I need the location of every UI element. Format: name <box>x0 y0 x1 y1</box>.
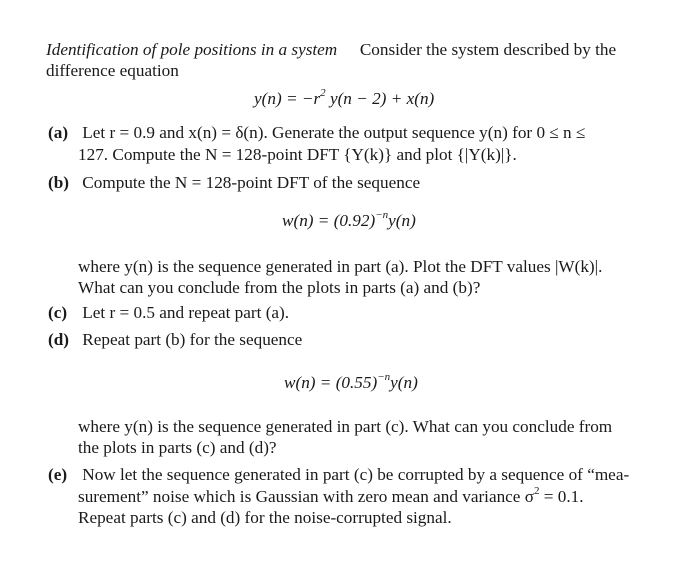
part-b-line3: What can you conclude from the plots in parts (a) and (b)? <box>78 278 481 297</box>
part-e-line3: Repeat parts (c) and (d) for the noise-corrupted signal. <box>78 508 452 527</box>
part-d-equation-lhs: w(n) = (0.55) <box>284 373 378 392</box>
part-e-sigma-exponent: 2 <box>534 485 540 498</box>
problem-heading-line <box>46 40 616 60</box>
part-d-equation-exponent: −n <box>377 371 391 384</box>
part-e-text-2b: = 0.1. <box>539 487 584 506</box>
part-b-equation-exponent: −n <box>375 209 389 222</box>
part-e-text-2a: surement” noise which is Gaussian with zero mean and variance σ <box>78 487 534 506</box>
problem-intro-line1: Consider the system described by the <box>359 40 617 59</box>
part-b-equation-rhs: y(n) <box>388 211 416 230</box>
part-e-label: (e) <box>48 465 68 484</box>
part-d-line2: where y(n) is the sequence generated in part (c). What can you conclude from <box>78 417 613 436</box>
main-equation-rhs: y(n − 2) + x(n) <box>329 89 435 108</box>
part-e-text-1: Now let the sequence generated in part (c) be corrupted by a sequence of “mea- <box>82 465 630 484</box>
part-a-text-1: Let r = 0.9 and x(n) = δ(n). Generate the output sequence y(n) for 0 ≤ n ≤ <box>82 123 586 142</box>
part-a-label: (a) <box>48 123 69 142</box>
part-c-text-1: Let r = 0.5 and repeat part (a). <box>82 303 290 322</box>
part-b-text-1: Compute the N = 128-point DFT of the sequence <box>82 173 421 192</box>
problem-title: Identification of pole positions in a system <box>46 40 338 59</box>
part-c-line1 <box>48 303 289 323</box>
problem-intro-line2: difference equation <box>46 61 179 80</box>
part-d-line3: the plots in parts (c) and (d)? <box>78 438 277 457</box>
part-b-line1 <box>48 173 420 193</box>
part-d-equation <box>284 373 418 393</box>
main-equation <box>254 89 434 109</box>
part-b-equation <box>282 211 416 231</box>
part-d-text-1: Repeat part (b) for the sequence <box>82 330 303 349</box>
part-a-line2: 127. Compute the N = 128-point DFT {Y(k)} and plot {|Y(k)|}. <box>78 145 517 164</box>
part-d-label: (d) <box>48 330 70 349</box>
main-equation-exponent: 2 <box>320 87 326 100</box>
part-b-label: (b) <box>48 173 70 192</box>
main-equation-lhs: y(n) = −r <box>254 89 321 108</box>
part-c-label: (c) <box>48 303 68 322</box>
part-d-line1 <box>48 330 302 350</box>
part-e-line1 <box>48 465 629 485</box>
part-e-line2 <box>78 487 584 507</box>
part-b-line2: where y(n) is the sequence generated in part (a). Plot the DFT values |W(k)|. <box>78 257 603 276</box>
part-b-equation-lhs: w(n) = (0.92) <box>282 211 376 230</box>
part-d-equation-rhs: y(n) <box>390 373 418 392</box>
part-a-line1 <box>48 123 585 143</box>
